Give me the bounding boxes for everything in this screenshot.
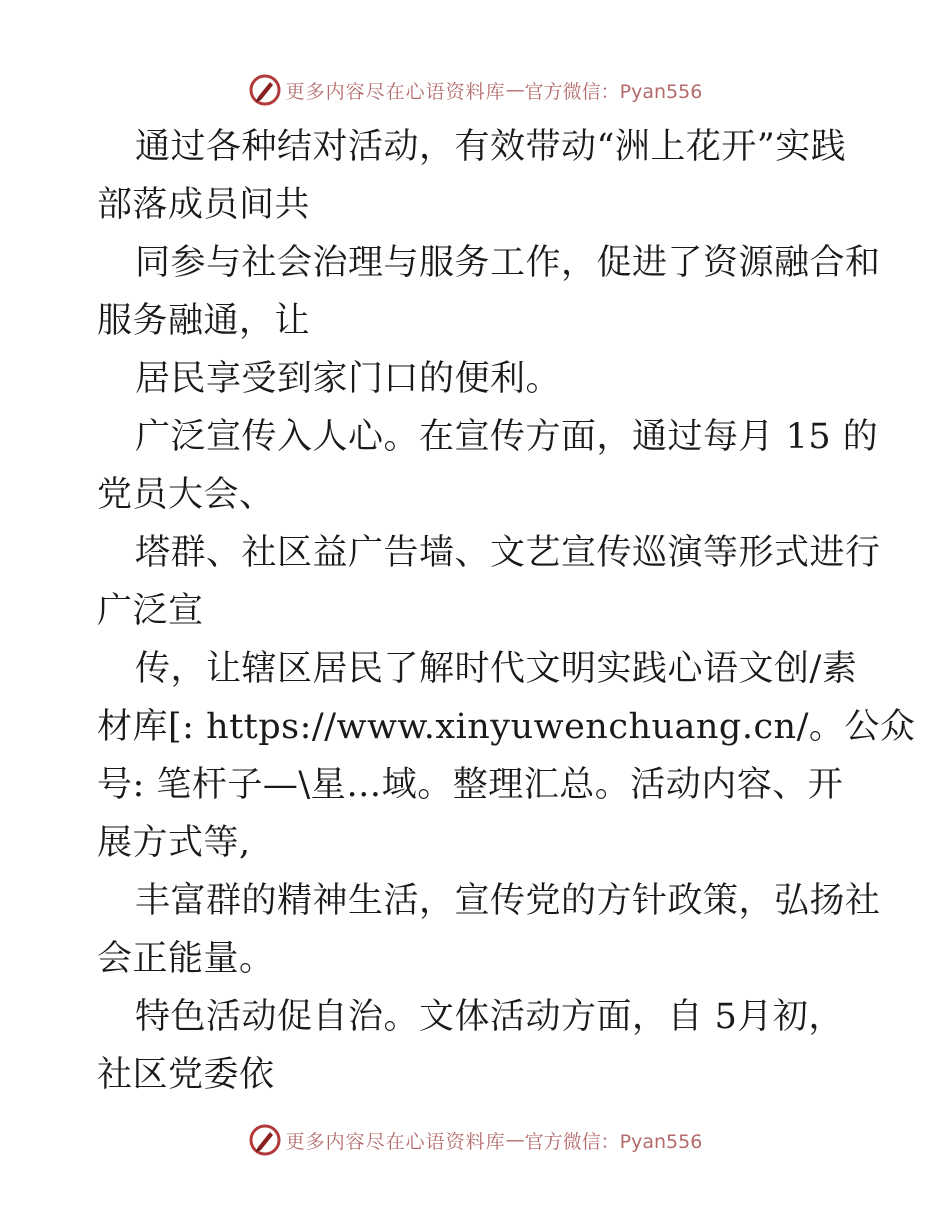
- text-line: 传，让辖区居民了解时代文明实践心语文创/素: [135, 649, 858, 689]
- text-line: 党员大会、: [97, 475, 275, 515]
- text-line: 社区党委依: [97, 1055, 275, 1095]
- watermark-label: 更多内容尽在心语资料库: [285, 80, 506, 103]
- text-line: 服务融通，让: [97, 301, 311, 341]
- watermark-label: 更多内容尽在心语资料库: [285, 1130, 506, 1153]
- watermark-separator: —: [505, 79, 525, 101]
- text-line: 号: 笔杆子—\星…域。整理汇总。活动内容、开: [97, 765, 844, 805]
- text-line: 同参与社会治理与服务工作，促进了资源融合和: [135, 243, 881, 283]
- text-line: 特色活动促自治。文体活动方面，自 5月初，: [135, 997, 844, 1037]
- document-body: [97, 118, 916, 1104]
- text-line: 会正能量。: [97, 939, 275, 979]
- watermark-account: 官方微信：Pyan556: [524, 80, 703, 103]
- text-line: 广泛宣: [97, 591, 204, 631]
- text-line: 丰富群的精神生活，宣传党的方针政策，弘扬社: [135, 881, 881, 921]
- footer-watermark: [0, 1120, 950, 1160]
- pen-logo-icon: [248, 1123, 282, 1157]
- text-line: 居民享受到家门口的便利。: [135, 359, 562, 399]
- watermark-separator: —: [505, 1129, 525, 1151]
- text-line: 部落成员间共: [97, 185, 311, 225]
- text-line: 塔群、社区益广告墙、文艺宣传巡演等形式进行: [135, 533, 881, 573]
- text-line: 通过各种结对活动，有效带动“洲上花开”实践: [135, 127, 847, 167]
- pen-logo-icon: [248, 73, 282, 107]
- text-line: 材库[: https://www.xinyuwenchuang.cn/。公众: [97, 707, 916, 747]
- text-line: 展方式等,: [97, 823, 251, 863]
- text-line: 广泛宣传入人心。在宣传方面，通过每月 15 的: [135, 417, 879, 457]
- header-watermark: [0, 70, 950, 110]
- watermark-account: 官方微信：Pyan556: [524, 1130, 703, 1153]
